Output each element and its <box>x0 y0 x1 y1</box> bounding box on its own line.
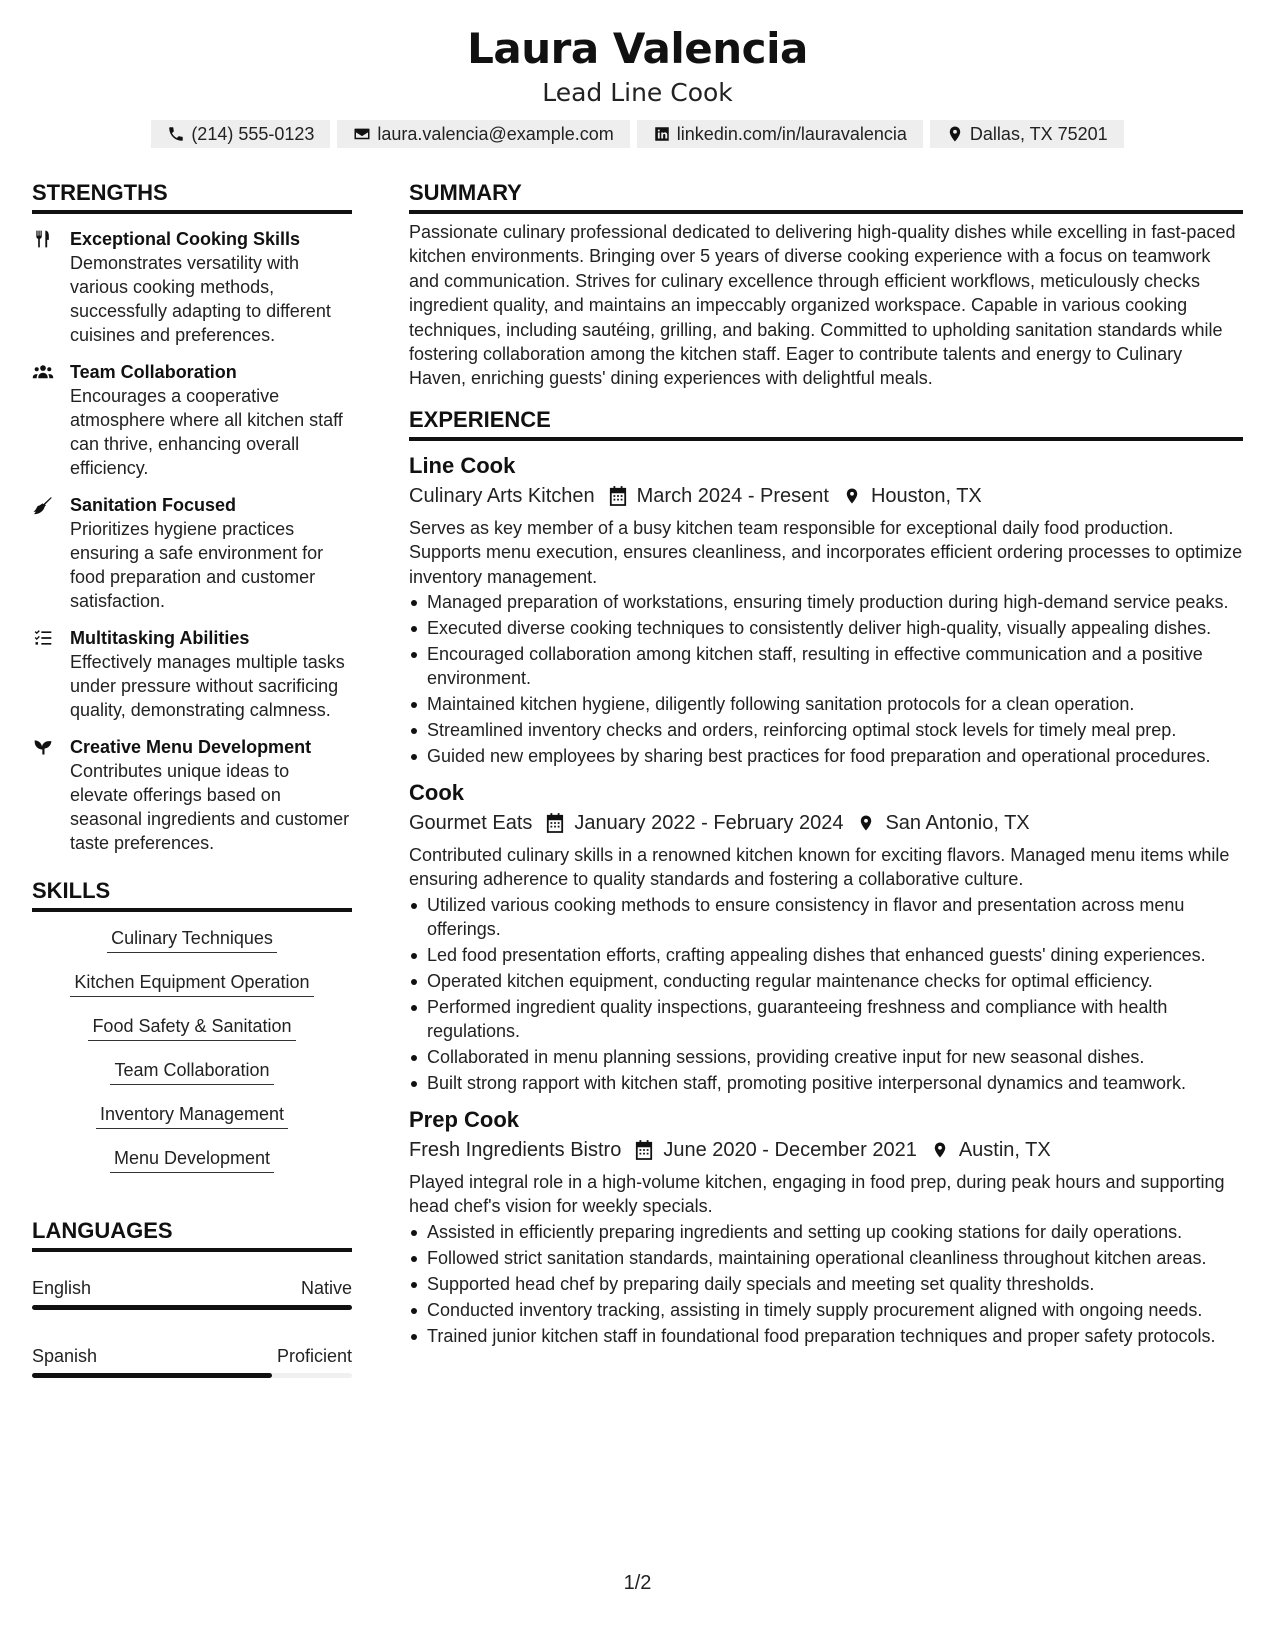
map-pin-icon <box>931 1140 949 1160</box>
calendar-icon <box>546 813 564 833</box>
strength-item <box>32 493 352 613</box>
bullet-item: Followed strict sanitation standards, maintaining operational cleanliness throughout kitchen areas. <box>409 1246 1243 1270</box>
language-level: Proficient <box>276 1346 352 1366</box>
contact-location <box>930 120 1124 148</box>
job-company: Culinary Arts Kitchen <box>409 484 595 507</box>
strength-title: Creative Menu Development <box>70 737 312 757</box>
skill-item: Kitchen Equipment Operation <box>70 970 313 997</box>
seedling-icon <box>32 737 54 757</box>
map-pin-icon <box>857 813 875 833</box>
list-check-icon <box>32 628 54 648</box>
strength-desc: Prioritizes hygiene practices ensuring a safe environment for food preparation and customer satisfaction. <box>70 519 324 611</box>
skills-heading: SKILLS <box>32 876 352 912</box>
strength-desc: Demonstrates versatility with various cooking methods, successfully adapting to different cuisines and preferences. <box>70 253 331 345</box>
job-location: San Antonio, TX <box>885 812 1030 835</box>
skills-list <box>32 926 352 1190</box>
bullet-item: Assisted in efficiently preparing ingredients and setting up cooking stations for daily operations. <box>409 1220 1243 1244</box>
strength-title: Multitasking Abilities <box>70 628 250 648</box>
job-dates: January 2022 - February 2024 <box>574 812 844 835</box>
job-meta <box>409 809 1243 837</box>
language-item <box>32 1344 352 1378</box>
job-dates: March 2024 - Present <box>636 484 829 507</box>
language-level: Native <box>300 1278 352 1298</box>
strength-desc: Effectively manages multiple tasks under pressure without sacrificing quality, demonstrating calmness. <box>70 652 345 720</box>
users-icon <box>32 362 54 382</box>
calendar-icon <box>609 486 627 506</box>
bullet-item: Operated kitchen equipment, conducting regular maintenance checks for optimal efficiency. <box>409 969 1243 993</box>
job-location: Houston, TX <box>870 484 982 507</box>
skill-item: Team Collaboration <box>110 1058 273 1085</box>
strength-item <box>32 227 352 347</box>
bullet-item: Maintained kitchen hygiene, diligently following sanitation protocols for a clean operation. <box>409 692 1243 716</box>
bullet-item: Executed diverse cooking techniques to consistently deliver high-quality, visually appealing dishes. <box>409 616 1243 640</box>
page-number: 1/2 <box>623 1572 652 1594</box>
strength-desc: Contributes unique ideas to elevate offerings based on seasonal ingredients and customer taste preferences. <box>70 761 350 853</box>
job-bullets <box>409 1220 1243 1348</box>
resume-header <box>0 22 1275 148</box>
strength-item <box>32 360 352 480</box>
job-meta <box>409 482 1243 510</box>
strength-item <box>32 735 352 855</box>
contact-phone-text: (214) 555-0123 <box>191 123 315 144</box>
job-dates: June 2020 - December 2021 <box>663 1138 917 1161</box>
phone-icon <box>167 125 185 143</box>
language-bar <box>32 1373 352 1378</box>
calendar-icon <box>635 1140 653 1160</box>
job-bullets <box>409 590 1243 768</box>
job-description: Serves as key member of a busy kitchen team responsible for exceptional daily food production. Supports menu execution, ensures cleanliness, and incorporates efficient ordering processes to optimize inventory management. <box>409 517 1243 587</box>
strength-desc: Encourages a cooperative atmosphere where all kitchen staff can thrive, enhancing overall efficiency. <box>70 386 343 478</box>
strengths-heading: STRENGTHS <box>32 178 352 214</box>
bullet-item: Guided new employees by sharing best practices for food preparation and operational procedures. <box>409 744 1243 768</box>
utensils-icon <box>32 229 54 249</box>
job-entry <box>409 778 1243 1095</box>
contact-email[interactable] <box>337 120 629 148</box>
job-entry <box>409 1105 1243 1348</box>
language-name: English <box>32 1278 92 1298</box>
language-bar-fill <box>32 1373 272 1378</box>
contact-email-text: laura.valencia@example.com <box>377 123 614 144</box>
experience-heading: EXPERIENCE <box>409 405 1243 441</box>
right-column <box>409 178 1243 1350</box>
contact-phone[interactable] <box>151 120 330 148</box>
job-entry <box>409 451 1243 768</box>
job-title: Cook <box>409 780 464 806</box>
candidate-title: Lead Line Cook <box>542 78 733 107</box>
language-item <box>32 1276 352 1310</box>
skill-item: Food Safety & Sanitation <box>88 1014 295 1041</box>
job-title: Prep Cook <box>409 1106 520 1132</box>
job-bullets <box>409 893 1243 1095</box>
bullet-item: Collaborated in menu planning sessions, providing creative input for new seasonal dishes. <box>409 1045 1243 1069</box>
candidate-name: Laura Valencia <box>467 24 808 73</box>
bullet-item: Utilized various cooking methods to ensure consistency in flavor and presentation across menu offerings. <box>409 893 1243 941</box>
map-pin-icon <box>843 486 861 506</box>
bullet-item: Trained junior kitchen staff in foundational food preparation techniques and proper safety protocols. <box>409 1324 1243 1348</box>
summary-heading: SUMMARY <box>409 178 1243 214</box>
map-pin-icon <box>946 125 964 143</box>
job-company: Gourmet Eats <box>409 812 533 835</box>
bullet-item: Performed ingredient quality inspections, guaranteeing freshness and compliance with health regulations. <box>409 995 1243 1043</box>
languages-heading: LANGUAGES <box>32 1216 352 1252</box>
job-meta <box>409 1136 1243 1164</box>
contact-location-text: Dallas, TX 75201 <box>969 123 1108 144</box>
bullet-item: Supported head chef by preparing daily specials and meeting set quality thresholds. <box>409 1272 1243 1296</box>
skill-item: Culinary Techniques <box>107 926 277 953</box>
broom-icon <box>32 495 54 515</box>
job-company: Fresh Ingredients Bistro <box>409 1138 622 1161</box>
strength-item <box>32 626 352 722</box>
job-description: Played integral role in a high-volume kitchen, engaging in food prep, during peak hours and supporting head chef's vision for weekly specials. <box>409 1171 1225 1217</box>
bullet-item: Built strong rapport with kitchen staff, promoting positive interpersonal dynamics and teamwork. <box>409 1071 1243 1095</box>
job-description: Contributed culinary skills in a renowned kitchen known for exciting flavors. Managed menu items while ensuring adherence to quality standards and fostering a collaborative culture. <box>409 845 1230 890</box>
contact-bar <box>0 120 1275 148</box>
strength-title: Exceptional Cooking Skills <box>70 229 301 249</box>
contact-linkedin-text: linkedin.com/in/lauravalencia <box>676 123 907 144</box>
envelope-icon <box>353 125 371 143</box>
bullet-item: Led food presentation efforts, crafting appealing dishes that enhanced guests' dining experiences. <box>409 943 1243 967</box>
linkedin-icon <box>653 125 671 143</box>
strength-title: Sanitation Focused <box>70 495 237 515</box>
contact-linkedin[interactable] <box>637 120 923 148</box>
language-bar <box>32 1305 352 1310</box>
bullet-item: Conducted inventory tracking, assisting in timely supply procurement aligned with ongoing needs. <box>409 1298 1243 1322</box>
language-name: Spanish <box>32 1346 98 1366</box>
skill-item: Menu Development <box>110 1146 274 1173</box>
job-title: Line Cook <box>409 452 516 478</box>
strength-title: Team Collaboration <box>70 362 237 382</box>
bullet-item: Streamlined inventory checks and orders, reinforcing optimal stock levels for timely meal prep. <box>409 718 1243 742</box>
bullet-item: Managed preparation of workstations, ensuring timely production during high-demand service peaks. <box>409 590 1243 614</box>
skill-item: Inventory Management <box>96 1102 288 1129</box>
language-bar-fill <box>32 1305 352 1310</box>
left-column <box>32 178 352 1378</box>
summary-text: Passionate culinary professional dedicated to delivering high-quality dishes while excelling in fast-paced kitchen environments. Bringing over 5 years of diverse cooking experience with a focus on teamwork and communication. Strives for culinary excellence through efficient workflows, meticulously checks ingredient quality, and maintains an impeccably organized workspace. Capable in various cooking techniques, including sautéing, grilling, and baking. Committed to upholding sanitation standards while fostering collaboration among the kitchen staff. Eager to contribute talents and energy to Culinary Haven, enriching guests' dining experiences with delightful meals. <box>409 222 1236 389</box>
job-location: Austin, TX <box>958 1138 1051 1161</box>
bullet-item: Encouraged collaboration among kitchen staff, resulting in effective communication and a positive environment. <box>409 642 1243 690</box>
